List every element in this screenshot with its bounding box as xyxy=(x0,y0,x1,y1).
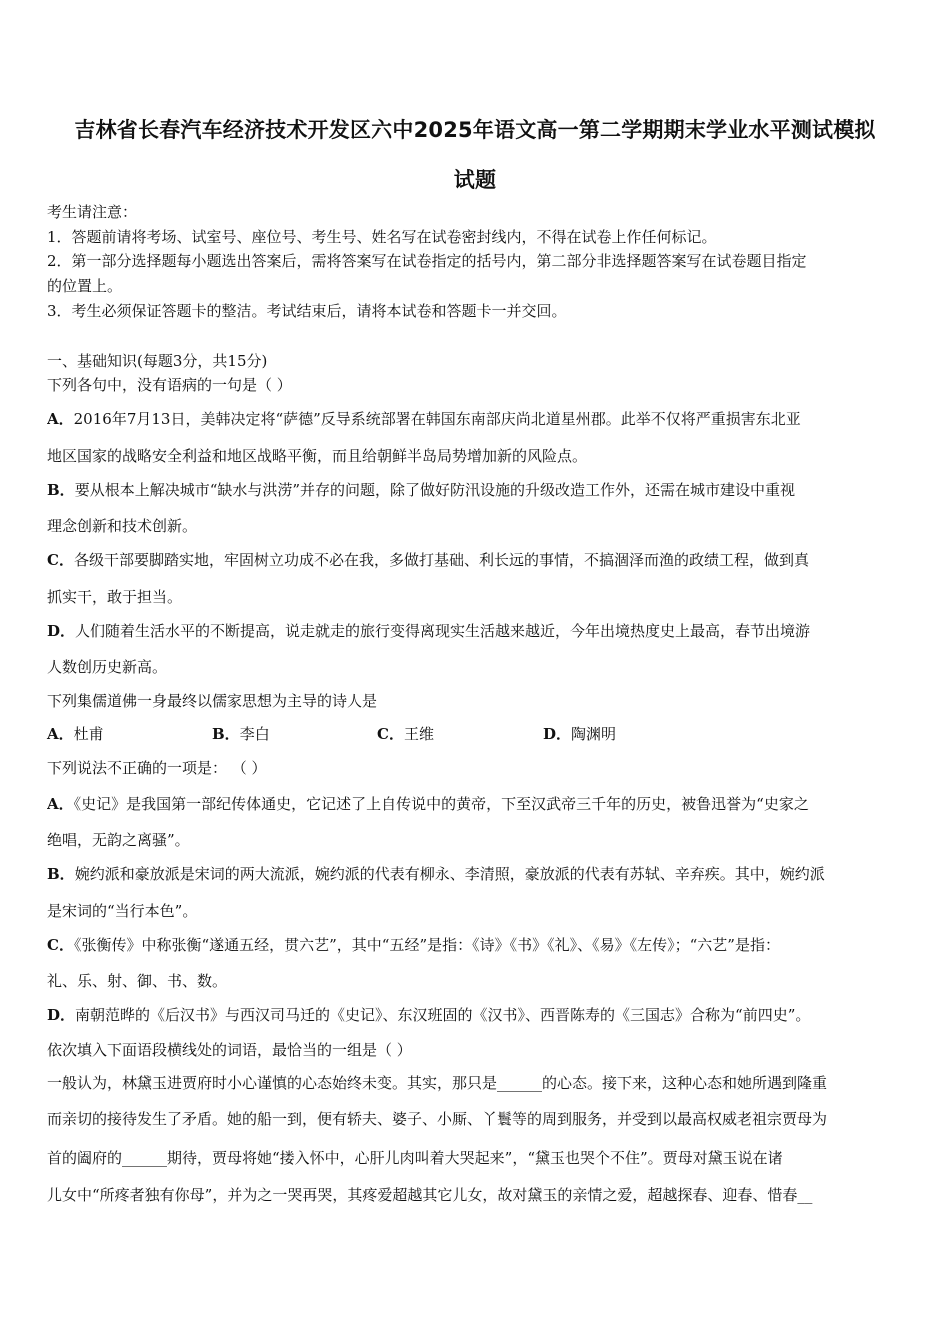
exam-title: 吉林省长春汽车经济技术开发区六中2025年语文高一第二学期期末学业水平测试模拟 xyxy=(74,118,876,142)
q1-option-a xyxy=(47,409,907,429)
q4-passage-line-4: 儿女中“所疼者独有你母”，并为之一哭再哭，其疼爱超越其它儿女，故对黛玉的亲情之爱，超越探春、迎春、惜春__ xyxy=(47,1186,813,1204)
option-label: B． xyxy=(47,481,75,499)
option-text: 杜甫 xyxy=(73,725,104,743)
q1-option-d xyxy=(47,621,907,641)
q2-option-a xyxy=(47,724,104,744)
notice-item-2: 2．第一部分选择题每小题选出答案后，需将答案写在试卷指定的括号内，第二部分非选择题答案写在试卷题目指定 xyxy=(47,252,807,270)
q1-option-a-continued: 地区国家的战略安全利益和地区战略平衡，而且给朝鲜半岛局势增加新的风险点。 xyxy=(47,447,588,465)
option-label: D． xyxy=(47,622,76,640)
q1-stem: 下列各句中，没有语病的一句是（ ） xyxy=(47,376,292,394)
q1-option-b xyxy=(47,480,907,500)
option-text: 人们随着生活水平的不断提高，说走就走的旅行变得离现实生活越来越近，今年出境热度史上最高，春节出境游 xyxy=(75,622,811,640)
q2-option-d xyxy=(543,724,616,744)
option-label: C． xyxy=(377,725,404,743)
option-label: B． xyxy=(47,865,75,883)
q3-option-c xyxy=(47,935,907,955)
q3-stem: 下列说法不正确的一项是： （ ） xyxy=(47,759,267,777)
notice-item-3: 3．考生必须保证答题卡的整洁。考试结束后，请将本试卷和答题卡一并交回。 xyxy=(47,302,567,320)
q3-option-a xyxy=(47,794,907,814)
option-label: D． xyxy=(543,725,572,743)
q3-option-c-continued: 礼、乐、射、御、书、数。 xyxy=(47,972,228,990)
q3-option-b xyxy=(47,864,907,884)
option-label: D． xyxy=(47,1006,76,1024)
option-label: B． xyxy=(212,725,240,743)
q3-option-b-continued: 是宋词的“当行本色”。 xyxy=(47,902,198,920)
option-text: 李白 xyxy=(239,725,270,743)
option-text: 《史记》是我国第一部纪传体通史，它记述了上自传说中的黄帝，下至汉武帝三千年的历史，被鲁迅誉为“史家之 xyxy=(73,795,809,813)
q1-option-c-continued: 抓实干，敢于担当。 xyxy=(47,588,183,606)
q1-option-b-continued: 理念创新和技术创新。 xyxy=(47,517,198,535)
option-text: 《张衡传》中称张衡“遂通五经，贯六艺”，其中“五经”是指：《诗》《书》《礼》、《易》《左传》；“六艺”是指： xyxy=(73,936,780,954)
notice-item-2-continued: 的位置上。 xyxy=(47,277,123,295)
notice-heading: 考生请注意： xyxy=(47,203,138,221)
option-text: 陶渊明 xyxy=(571,725,617,743)
q4-passage-line-3: 首的阖府的______期待，贾母将她“搂入怀中，心肝儿肉叫着大哭起来”，“黛玉也哭个不住”。贾母对黛玉说在诸 xyxy=(47,1149,783,1167)
q2-stem: 下列集儒道佛一身最终以儒家思想为主导的诗人是 xyxy=(47,692,378,710)
option-text: 南朝范晔的《后汉书》与西汉司马迁的《史记》、东汉班固的《汉书》、西晋陈寿的《三国志》合称为“前四史”。 xyxy=(75,1006,811,1024)
option-text: 2016年7月13日，美韩决定将“萨德”反导系统部署在韩国东南部庆尚北道星州郡。此举不仅将严重损害东北亚 xyxy=(73,410,801,428)
exam-title-continued: 试题 xyxy=(453,168,497,192)
notice-item-1: 1．答题前请将考场、试室号、座位号、考生号、姓名写在试卷密封线内，不得在试卷上作任何标记。 xyxy=(47,228,717,246)
option-label: A． xyxy=(47,410,74,428)
q1-option-d-continued: 人数创历史新高。 xyxy=(47,658,168,676)
option-label: C． xyxy=(47,551,74,569)
option-label: C． xyxy=(47,936,74,954)
q2-option-c xyxy=(377,724,434,744)
option-text: 婉约派和豪放派是宋词的两大流派，婉约派的代表有柳永、李清照，豪放派的代表有苏轼、辛弃疾。其中，婉约派 xyxy=(74,865,825,883)
option-label: A． xyxy=(47,725,74,743)
q4-stem: 依次填入下面语段横线处的词语，最恰当的一组是（ ） xyxy=(47,1041,412,1059)
q2-option-b xyxy=(212,724,270,744)
option-text: 要从根本上解决城市“缺水与洪涝”并存的问题，除了做好防汛设施的升级改造工作外，还需在城市建设中重视 xyxy=(74,481,796,499)
q4-passage-line-2: 而亲切的接待发生了矛盾。她的船一到，便有轿夫、婆子、小厮、丫鬟等的周到服务，并受到以最高权威老祖宗贾母为 xyxy=(47,1110,828,1128)
option-text: 各级干部要脚踏实地，牢固树立功成不必在我，多做打基础、利长远的事情，不搞涸泽而渔的政绩工程，做到真 xyxy=(73,551,809,569)
q3-option-a-continued: 绝唱，无韵之离骚”。 xyxy=(47,831,190,849)
section-heading: 一、基础知识(每题3分，共15分) xyxy=(47,352,268,370)
option-text: 王维 xyxy=(403,725,434,743)
q3-option-d xyxy=(47,1005,907,1025)
q4-passage-line-1: 一般认为，林黛玉进贾府时小心谨慎的心态始终未变。其实，那只是______的心态。接下来，这种心态和她所遇到隆重 xyxy=(47,1074,828,1092)
option-label: A． xyxy=(47,795,74,813)
q1-option-c xyxy=(47,550,907,570)
